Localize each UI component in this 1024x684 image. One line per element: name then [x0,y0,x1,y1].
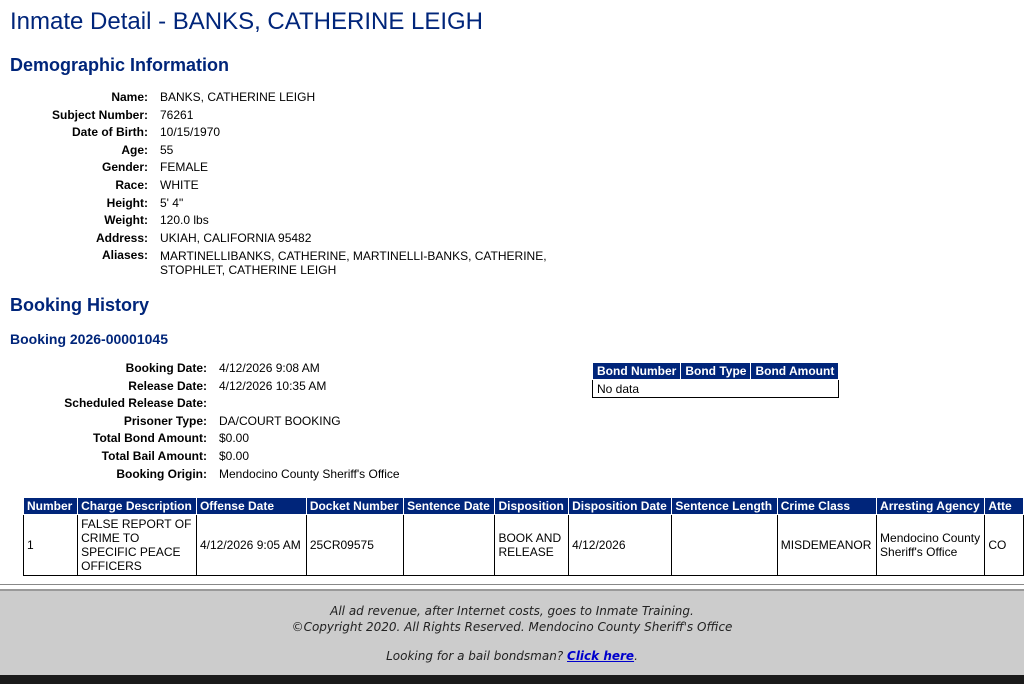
field-label: Scheduled Release Date: [64,396,207,411]
field-value: 5' 4" [160,195,184,210]
field-value: DA/COURT BOOKING [219,413,341,428]
field-value: 120.0 lbs [160,213,209,228]
bond-table-header [593,363,839,380]
cell-charge-description: FALSE REPORT OF CRIME TO SPECIFIC PEACE OFFICERS [78,515,197,576]
booking-row-scheduled-release [10,395,400,413]
bottom-bar [0,675,1024,684]
field-label: Address: [95,230,148,245]
page-title: Inmate Detail - BANKS, CATHERINE LEIGH [10,8,484,35]
demographic-heading: Demographic Information [10,55,230,75]
booking-history-heading: Booking History [10,295,150,315]
column-header-bond-type: Bond Type [681,363,751,380]
booking-details-table [10,360,400,483]
footer-bondsman [0,649,1024,663]
field-label: Weight: [104,213,148,228]
field-value [219,395,400,413]
table-row [24,515,1024,576]
field-value: MARTINELLIBANKS, CATHERINE, MARTINELLI-BANKS, CATHERINE, STOPHLET, CATHERINE LEIGH [160,249,547,278]
field-value: 4/12/2026 9:08 AM [219,361,320,375]
field-label: Booking Date: [125,361,207,375]
column-header-bond-number: Bond Number [593,363,681,380]
field-label: Aliases: [101,248,148,263]
field-value: FEMALE [160,160,209,175]
field-value: 76261 [160,107,194,122]
demo-row-dob [10,124,560,142]
field-value: BANKS, CATHERINE LEIGH [160,90,316,104]
booking-row-total-bail [10,448,400,466]
column-header-offense-date: Offense Date [196,498,306,515]
column-header-disposition: Disposition [495,498,569,515]
cell-crime-class: MISDEMEANOR [777,515,876,576]
demo-row-race [10,177,560,195]
column-header-charge-description: Charge Description [78,498,197,515]
demographic-table [10,89,560,277]
booking-row-origin [10,466,400,484]
column-header-crime-class: Crime Class [777,498,876,515]
footer-copyright: ©Copyright 2020. All Rights Reserved. Mendocino County Sheriff's Office [291,620,733,634]
demo-row-gender [10,159,560,177]
field-label: Prisoner Type: [123,413,207,428]
bondsman-suffix: . [634,649,638,663]
field-value: WHITE [160,177,199,192]
column-header-bond-amount: Bond Amount [751,363,839,380]
charges-table [23,497,1024,576]
column-header-attorney: Atte [985,498,1024,515]
booking-title: Booking 2026-00001045 [10,331,168,347]
column-header-docket-number: Docket Number [306,498,403,515]
booking-row-release-date [10,378,400,396]
cell-sentence-length [672,515,777,576]
field-label: Race: [115,177,148,192]
demo-row-height [10,195,560,213]
bondsman-prompt: Looking for a bail bondsman? [386,649,564,663]
column-header-sentence-length: Sentence Length [672,498,777,515]
footer-revenue-note: All ad revenue, after Internet costs, goes to Inmate Training. [330,604,694,618]
divider [0,584,1024,585]
cell-sentence-date [404,515,495,576]
field-value: $0.00 [219,448,250,463]
field-value: 55 [160,142,174,157]
field-value: UKIAH, CALIFORNIA 95482 [160,230,312,245]
field-label: Gender: [101,160,148,175]
cell-offense-date: 4/12/2026 9:05 AM [196,515,306,576]
field-label: Booking Origin: [116,466,207,481]
booking-row-date [10,360,400,378]
field-label: Height: [106,195,148,210]
bond-table [592,362,839,398]
cell-attorney: CO [985,515,1024,576]
cell-disposition-date: 4/12/2026 [569,515,672,576]
charges-table-header [24,498,1024,515]
empty-table-message: No data [593,380,839,398]
field-label: Total Bail Amount: [101,448,207,463]
table-row [593,380,839,398]
demo-row-weight [10,212,560,230]
field-label: Age: [121,142,148,157]
booking-row-prisoner-type [10,413,400,431]
field-label: Date of Birth: [72,125,148,140]
footer [0,589,1024,677]
cell-docket-number: 25CR09575 [306,515,403,576]
booking-row-total-bond [10,430,400,448]
column-header-sentence-date: Sentence Date [404,498,495,515]
demo-row-subject-number [10,107,560,125]
field-label: Total Bond Amount: [93,431,207,446]
cell-number: 1 [24,515,78,576]
field-value: $0.00 [219,431,250,446]
field-label: Release Date: [128,378,207,393]
field-label: Name: [111,90,148,104]
field-label: Subject Number: [51,107,148,122]
demo-row-aliases [10,247,560,277]
demo-row-name [10,89,560,107]
cell-arresting-agency: Mendocino County Sheriff's Office [877,515,985,576]
field-value: 4/12/2026 10:35 AM [219,378,327,393]
column-header-disposition-date: Disposition Date [569,498,672,515]
cell-disposition: BOOK AND RELEASE [495,515,569,576]
field-value: Mendocino County Sheriff's Office [219,466,400,481]
field-value: 10/15/1970 [160,125,221,140]
column-header-number: Number [24,498,78,515]
column-header-arresting-agency: Arresting Agency [877,498,985,515]
demo-row-age [10,142,560,160]
bondsman-link[interactable]: Click here [567,649,635,663]
demo-row-address [10,230,560,248]
